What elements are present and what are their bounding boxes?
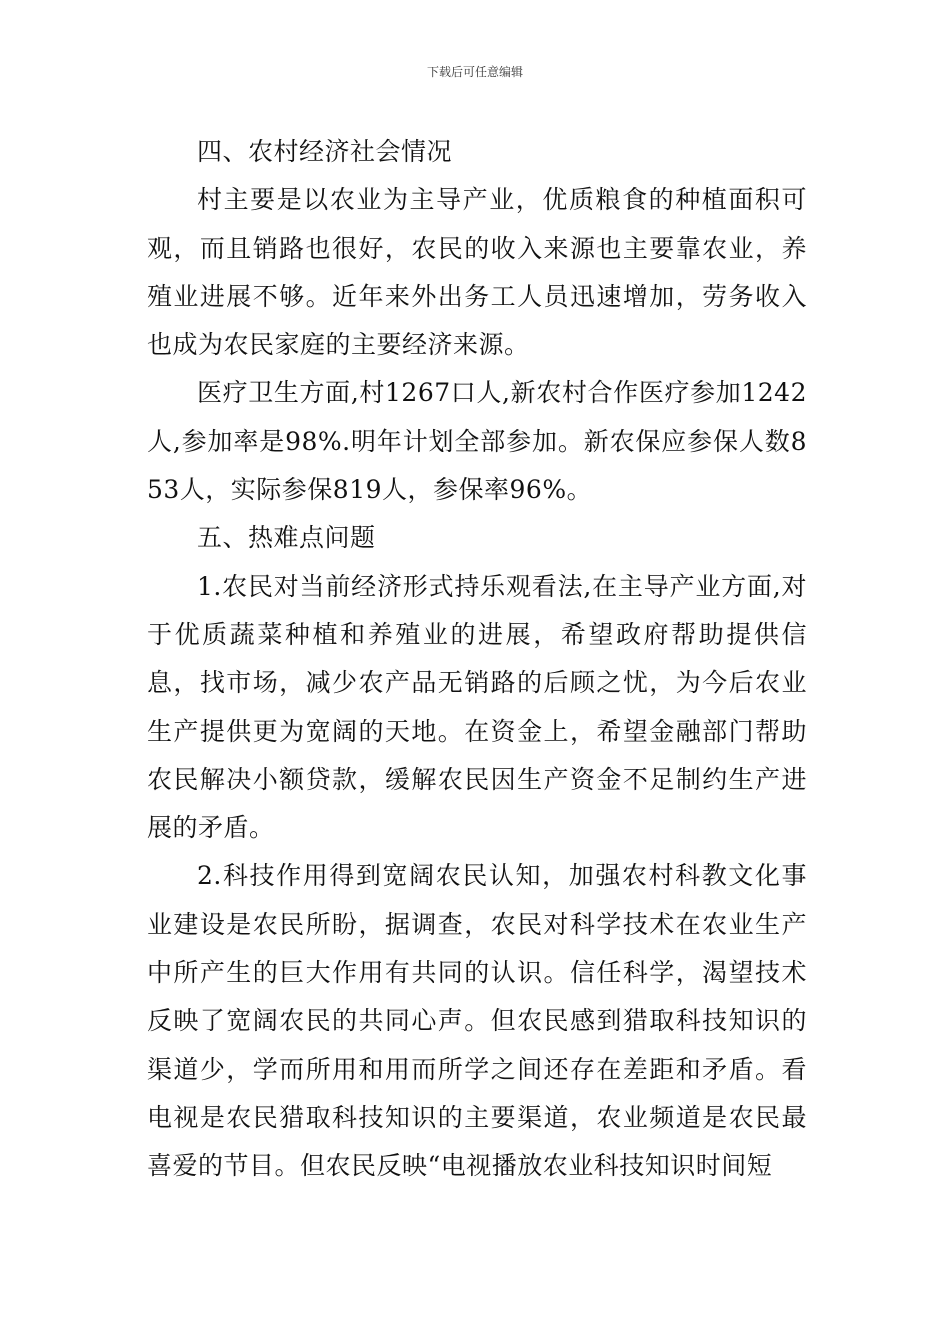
document-body bbox=[147, 128, 807, 1191]
section-heading-hot-issues: 五、热难点问题 bbox=[197, 523, 376, 553]
paragraph-issue-1: 1.农民对当前经济形式持乐观看法,在主导产业方面,对于优质蔬菜种植和养殖业的进展，希望政府帮助提供信息，找市场，减少农产品无销路的后顾之忧，为今后农业生产提供更为宽阔的天地。在资金上，希望金融部门帮助农民解决小额贷款，缓解农民因生产资金不足制约生产进展的矛盾。 bbox=[147, 571, 807, 843]
section-heading-rural-economy: 四、农村经济社会情况 bbox=[197, 137, 453, 166]
paragraph-issue-2: 2.科技作用得到宽阔农民认知，加强农村科教文化事业建设是农民所盼，据调查，农民对科学技术在农业生产中所产生的巨大作用有共同的认识。信任科学，渴望技术反映了宽阔农民的共同心声。但农民感到猎取科技知识的渠道少，学而所用和用而所学之间还存在差距和矛盾。看电视是农民猎取科技知识的主要渠道，农业频道是农民最喜爱的节目。但农民反映“电视播放农业科技知识时间短 bbox=[147, 861, 807, 1181]
page-header-note: 下载后可任意编辑 bbox=[426, 65, 523, 79]
paragraph-medical-insurance: 医疗卫生方面,村1267口人,新农村合作医疗参加1242人,参加率是98%.明年计划全部参加。新农保应参保人数853人，实际参保819人，参保率96%。 bbox=[147, 378, 807, 505]
paragraph-agriculture-income: 村主要是以农业为主导产业，优质粮食的种植面积可观，而且销路也很好，农民的收入来源也主要靠农业，养殖业进展不够。近年来外出务工人员迅速增加，劳务收入也成为农民家庭的主要经济来源。 bbox=[147, 185, 807, 360]
